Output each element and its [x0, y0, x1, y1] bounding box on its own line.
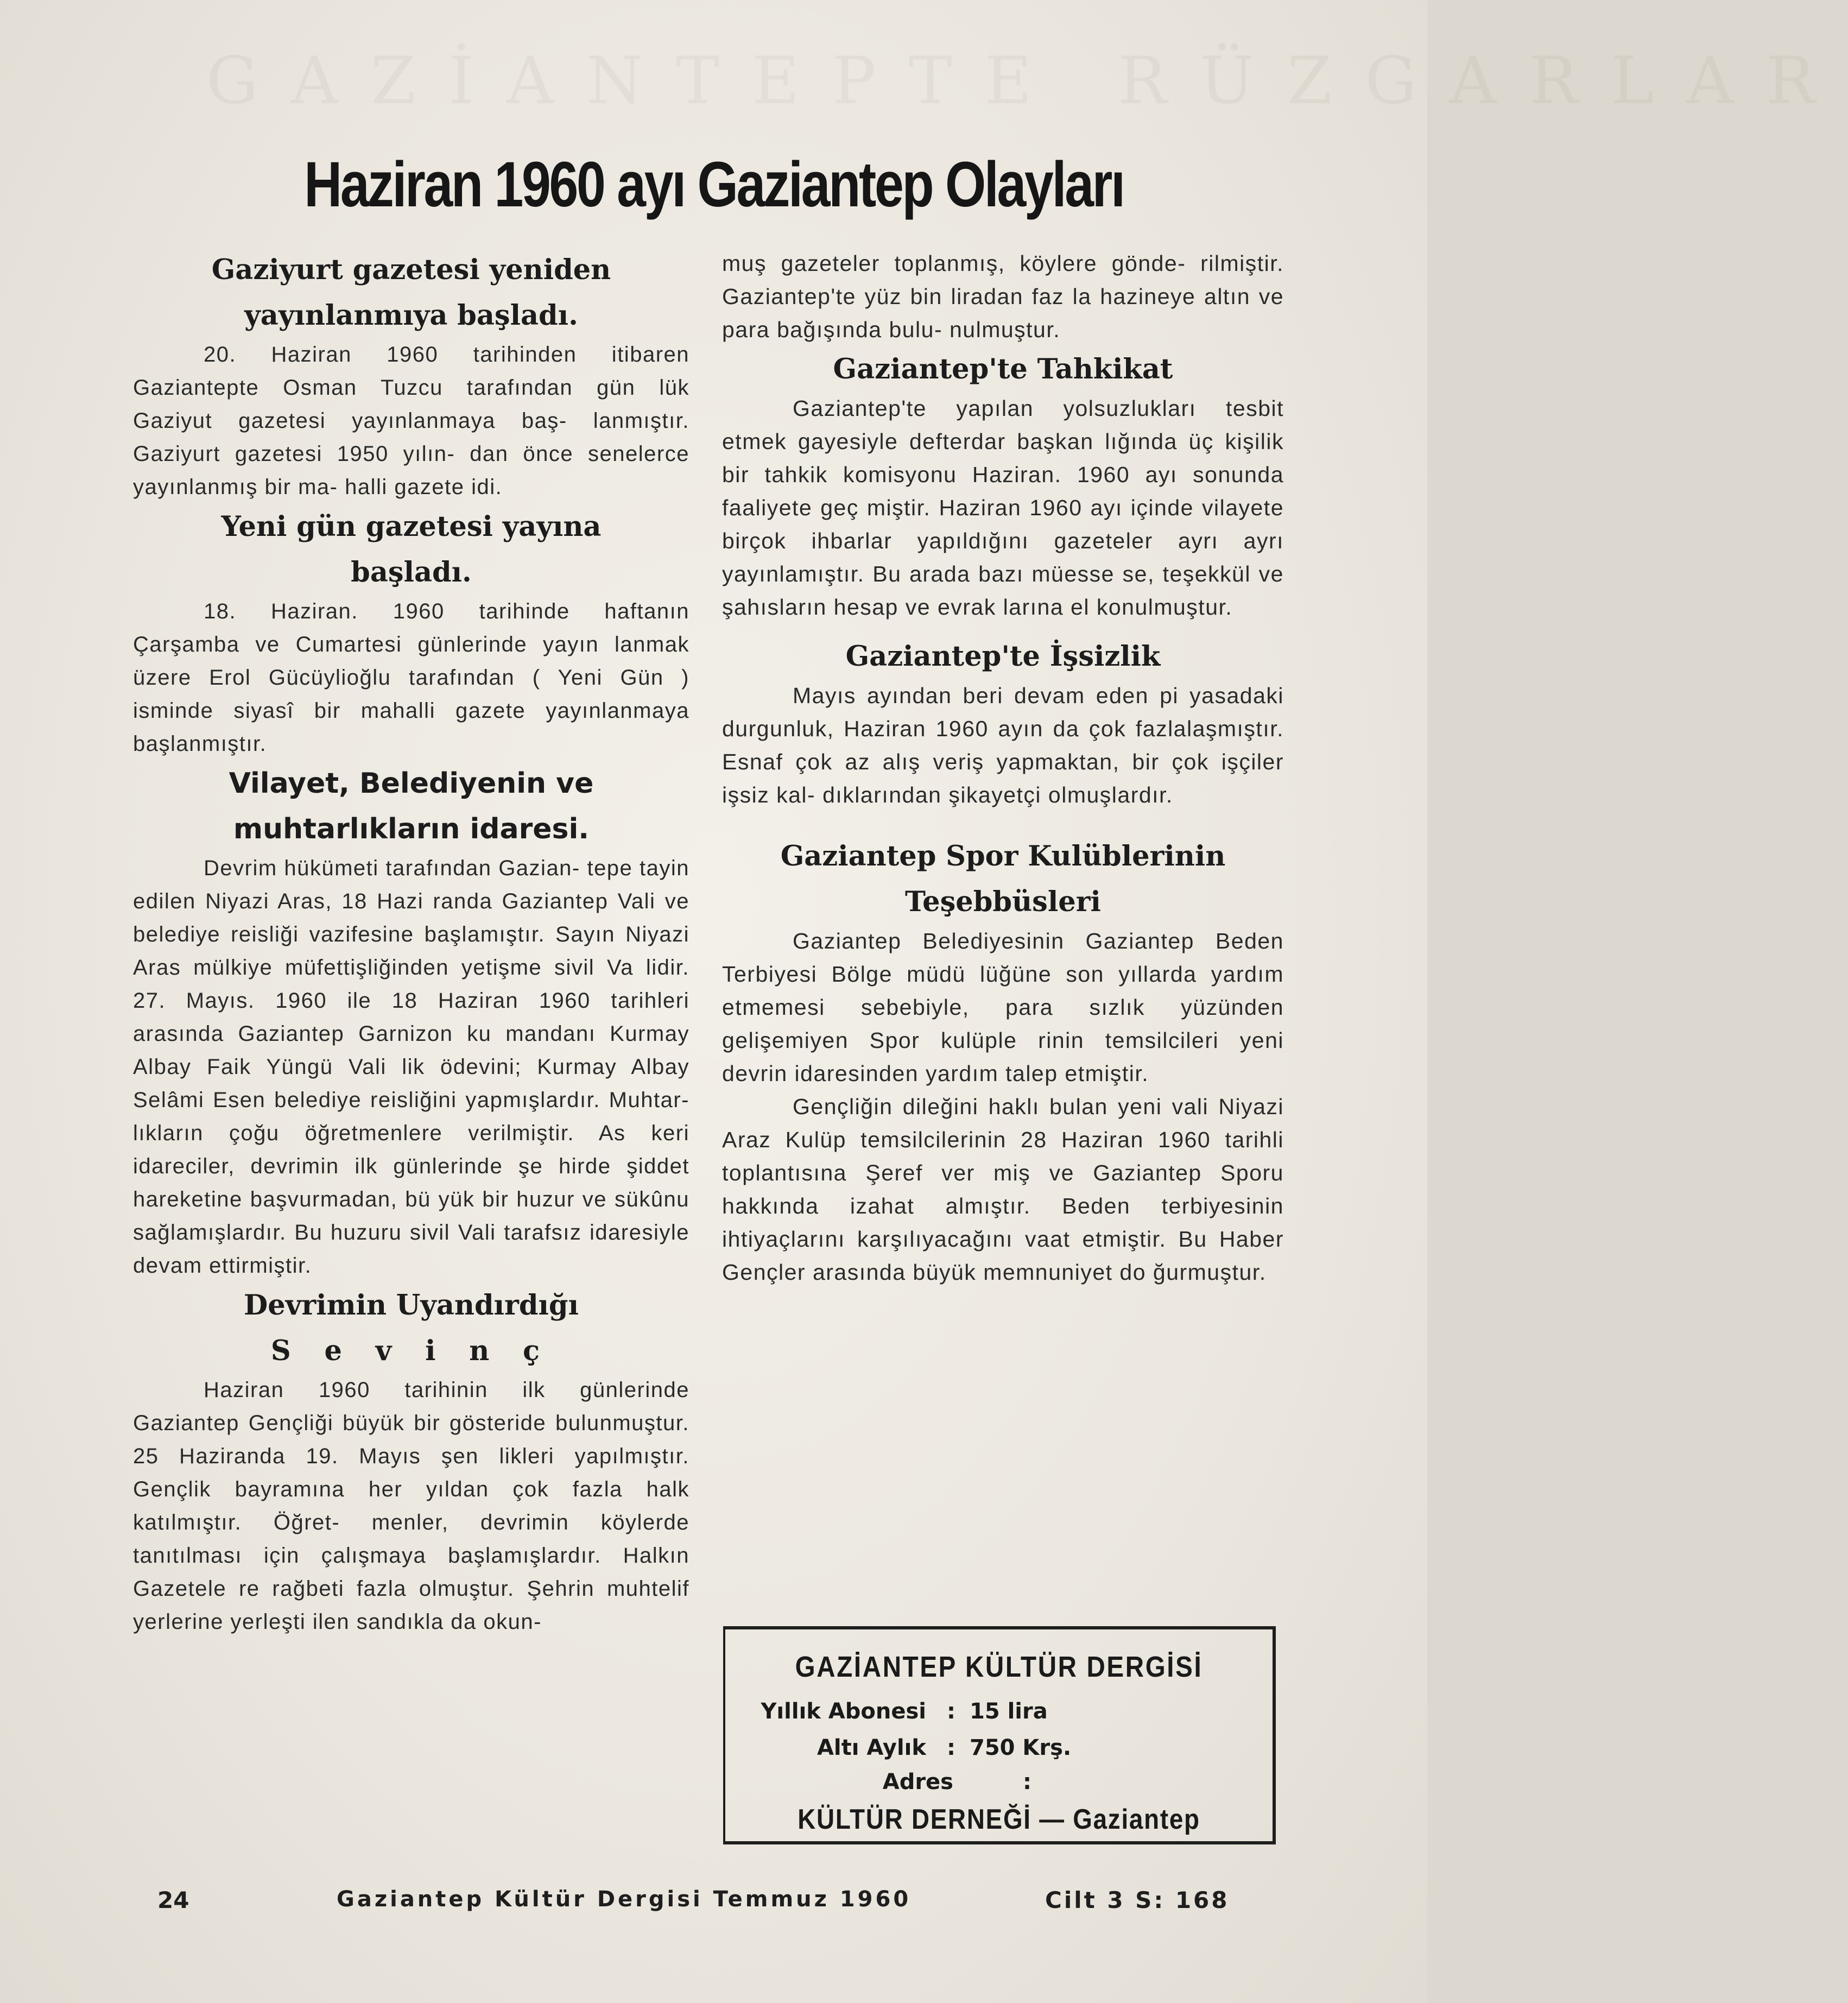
heading-line: Gaziantep'te İşsizlik: [845, 640, 1161, 673]
heading-line: Vilayet, Belediyenin ve: [229, 767, 594, 800]
box-colon: :: [1023, 1770, 1031, 1795]
box-colon: :: [947, 1699, 955, 1724]
article-text: 18. Haziran. 1960 tarihinde haftanın Çarşamba ve Cumartesi günlerinde yayın lanmak üzere Erol Gücüylioğlu tarafından ( Yeni Gün ) isminde siyasî bir mahalli gazete yayınlanmaya başlanmıştır.: [133, 599, 689, 756]
article-issizlik: [722, 634, 1284, 812]
article-heading: [133, 1282, 689, 1374]
box-address-line: KÜLTÜR DERNEĞİ — Gaziantep: [798, 1804, 1200, 1835]
article-text: Mayıs ayından beri devam eden pi yasadaki durgunluk, Haziran 1960 ayın da çok fazlalaşmıştır. Esnaf çok az alış veriş yapmaktan, bir çok işçiler işsiz kal- dıklarından şikayetçi olmuşlardır.: [722, 683, 1284, 807]
article-heading: [133, 761, 689, 852]
heading-line: S e v i n ç: [270, 1335, 552, 1367]
heading-line: Yeni gün gazetesi yayına: [221, 510, 602, 543]
heading-line: Gaziantep'te Tahkikat: [833, 353, 1173, 386]
article-heading: [133, 247, 689, 338]
box-label: Altı Aylık: [817, 1735, 926, 1760]
article-text: Gençliğin dileğini haklı bulan yeni vali Niyazi Araz Kulüp temsilcilerinin 28 Haziran 1960 tarihli toplantısına Şeref ver miş ve Gaziantep Sporu hakkında izahat almıştır. Beden terbiyesinin ihtiyaçlarını karşılıyacağını vaat etmiştir. Bu Haber Gençler arasında büyük memnuniyet do ğurmuştur.: [722, 1094, 1284, 1285]
page-title: Haziran 1960 ayı Gaziantep Olayları: [304, 149, 1124, 220]
bleed-through-text: GAZİANTEPTE RÜZGARLAR: [206, 43, 1848, 119]
footer-publication: Gaziantep Kültür Dergisi Temmuz 1960: [337, 1887, 912, 1912]
article-text: Gaziantep'te yapılan yolsuzlukları tesbit etmek gayesiyle defterdar başkan lığında üç kişilik bir tahkik komisyonu Haziran. 1960 ayı sonunda faaliyete geç miştir. Haziran 1960 ayı içinde vilayete birçok ihbarlar yapıldığını gazeteler ayrı ayrı yayınlamıştır. Bu arada bazı müesse se, teşekkül ve şahısların hesap ve evrak larına el konulmuştur.: [722, 396, 1284, 620]
box-title: GAZİANTEP KÜLTÜR DERGİSİ: [795, 1651, 1203, 1683]
heading-line: başladı.: [351, 556, 472, 589]
box-label: Yıllık Abonesi: [761, 1699, 926, 1724]
article-devrim: [133, 1282, 689, 1639]
box-value: 15 lira: [970, 1699, 1048, 1724]
heading-line: Devrimin Uyandırdığı: [244, 1289, 579, 1322]
heading-line: muhtarlıkların idaresi.: [233, 813, 590, 845]
heading-line: Teşebbüsleri: [905, 886, 1101, 918]
article-heading: [133, 504, 689, 595]
subscription-box: [723, 1626, 1276, 1844]
article-spor: [722, 833, 1284, 1289]
article-heading: [722, 833, 1284, 925]
right-column: [722, 247, 1284, 1289]
continued-text: muş gazeteler toplanmış, köylere gönde- rilmiştir. Gaziantep'te yüz bin liradan faz la hazineye altın ve para bağışında bulu- nulmuştur.: [722, 251, 1284, 342]
box-colon: :: [947, 1735, 955, 1760]
article-yeni-gun: [133, 504, 689, 761]
left-column: [133, 247, 689, 1639]
page-number: 24: [157, 1887, 189, 1913]
box-value: 750 Krş.: [970, 1735, 1072, 1760]
footer-volume: Cilt 3 S: 168: [1045, 1887, 1230, 1913]
article-text: Devrim hükümeti tarafından Gazian- tepe tayin edilen Niyazi Aras, 18 Hazi randa Gaziantep Vali ve belediye reisliği vazifesine başlamıştır. Sayın Niyazi Aras mülkiye müfettişliğinden yetişme sivil Va lidir. 27. Mayıs. 1960 ile 18 Haziran 1960 tarihleri arasında Gaziantep Garnizon ku mandanı Kurmay Albay Faik Yüngü Vali lik ödevini; Kurmay Albay Selâmi Esen belediye reisliğini yapmışlardır. Muhtar- lıkların çoğu öğretmenlere verilmiştir. As keri idareciler, devrimin ilk günlerinde şe hirde şiddet hareketine başvurmadan, bü yük bir huzur ve sükûnu sağlamışlardır. Bu huzuru sivil Vali tarafsız idaresiyle devam ettirmiştir.: [133, 856, 689, 1278]
article-text: Haziran 1960 tarihinin ilk günlerinde Gaziantep Gençliği büyük bir gösteride bulunmuştur. 25 Haziranda 19. Mayıs şen likleri yapılmıştır. Gençlik bayramına her yıldan çok fazla halk katılmıştır. Öğret- menler, devrimin köylerde tanıtılması için çalışmaya başlamışlardır. Halkın Gazetele re rağbeti fazla olmuştur. Şehrin muhtelif yerlerine yerleşti ilen sandıkla da okun-: [133, 1378, 689, 1634]
heading-line: yayınlanmıya başladı.: [244, 299, 578, 332]
heading-line: Gaziyurt gazetesi yeniden: [211, 254, 611, 286]
article-text: Gaziantep Belediyesinin Gaziantep Beden Terbiyesi Bölge müdü lüğüne son yıllarda yardım etmemesi sebebiyle, para sızlık yüzünden gelişemiyen Spor kulüple rinin temsilcileri yeni devrin idaresinden yardım talep etmiştir.: [722, 928, 1284, 1086]
article-gaziyurt: [133, 247, 689, 504]
article-heading: [722, 346, 1284, 392]
article-text: 20. Haziran 1960 tarihinden itibaren Gaziantepte Osman Tuzcu tarafından gün lük Gaziyut gazetesi yayınlanmaya baş- lanmıştır. Gaziyurt gazetesi 1950 yılın- dan önce senelerce yayınlanmış bir ma- halli gazete idi.: [133, 343, 689, 499]
article-tahkikat: [722, 346, 1284, 624]
heading-line: Gaziantep Spor Kulüblerinin: [780, 840, 1226, 873]
box-label: Adres: [882, 1770, 953, 1795]
article-heading: [722, 634, 1284, 679]
article-vilayet: [133, 761, 689, 1282]
